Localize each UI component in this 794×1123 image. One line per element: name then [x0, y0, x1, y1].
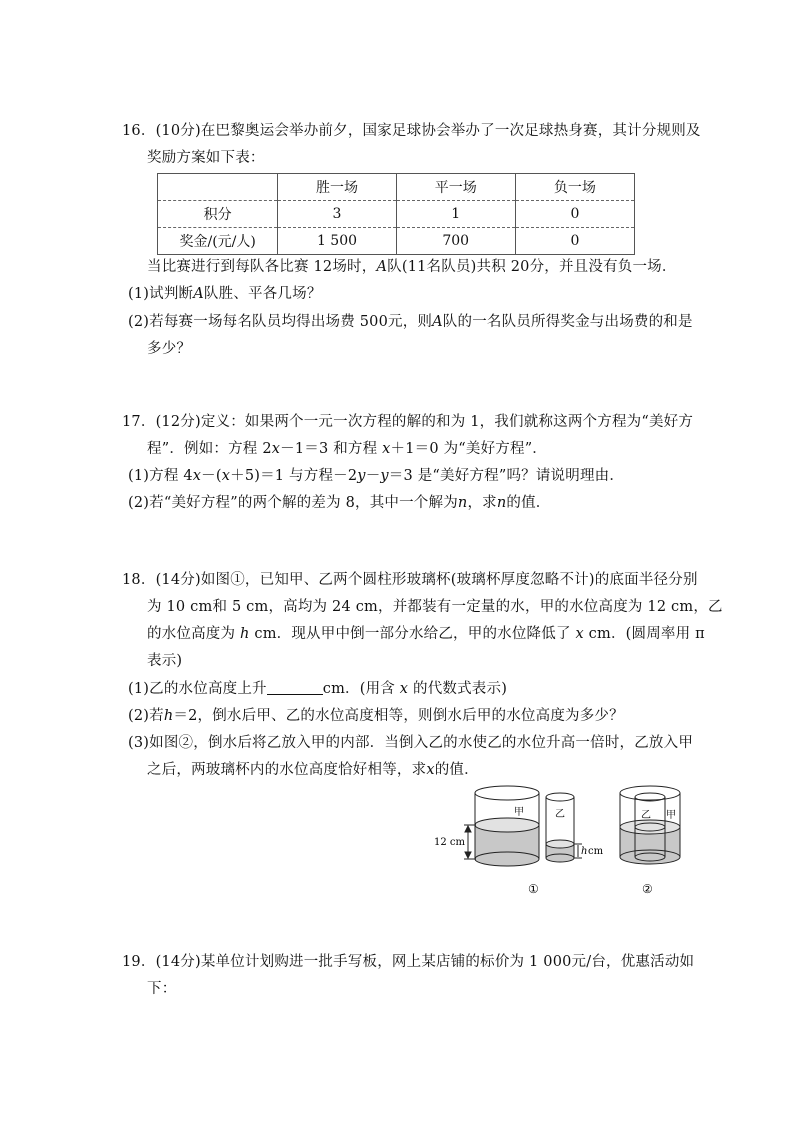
label-h: h — [581, 846, 588, 857]
text-span: n — [457, 495, 468, 511]
table-cell: 积分 — [158, 201, 278, 228]
answer-blank[interactable] — [267, 680, 323, 695]
table-header-row — [158, 174, 635, 201]
text-span: (12分)定义：如果两个一元一次方程的解的和为 1，我们就称这两个方程为“美好方 — [155, 414, 694, 430]
table-header-cell: 平一场 — [396, 174, 515, 201]
text-span: (1)方程 4 — [128, 468, 193, 484]
label-12cm: 12 cm — [434, 837, 465, 848]
text-span: 队胜、平各几场？ — [203, 286, 322, 302]
label-yi-2: 乙 — [641, 810, 651, 821]
q19-line1 — [122, 953, 694, 971]
text-span: A — [376, 259, 388, 275]
q18-part2 — [128, 707, 624, 725]
table-cell: 1 500 — [278, 228, 396, 255]
text-span: y — [357, 468, 366, 484]
cylinder-yi — [546, 793, 574, 862]
q17-number: 17． — [122, 414, 156, 430]
text-span: (2)若 — [128, 708, 164, 724]
text-span: x — [192, 468, 202, 484]
text-span: (1)乙的水位高度上升 — [128, 681, 267, 697]
text-span: x — [382, 441, 391, 457]
table-cell: 0 — [515, 228, 634, 255]
text-span: h — [240, 626, 250, 642]
q17-part2 — [128, 494, 551, 512]
text-span: A — [432, 314, 443, 330]
text-span: (14分)如图①，已知甲、乙两个圆柱形玻璃杯(玻璃杯厚度忽略不计)的底面半径分别 — [155, 572, 698, 588]
label-jia-2: 甲 — [666, 810, 676, 821]
cylinder-combined — [620, 786, 680, 864]
q16-number: 16． — [122, 123, 156, 139]
text-span: x — [575, 626, 584, 642]
q18-part3: (3)如图②，倒水后将乙放入甲的内部．当倒入乙的水使乙的水位升高一倍时，乙放入甲 — [128, 735, 694, 751]
text-span: 的值． — [506, 495, 551, 511]
table-header-cell — [158, 174, 278, 201]
q18-number: 18． — [122, 572, 156, 588]
q16-part2-cont: 多少？ — [147, 341, 192, 357]
q18-line2: 为 10 cm和 5 cm，高均为 24 cm，并都装有一定量的水，甲的水位高度为 12 cm，乙 — [147, 599, 723, 615]
table-cell: 1 — [396, 201, 515, 228]
text-span: (2)若“美好方程”的两个解的差为 8，其中一个解为 — [128, 495, 458, 511]
q16-part1 — [128, 285, 322, 303]
q16-stem-1: (10分)在巴黎奥运会举办前夕，国家足球协会举办了一次足球热身赛，其计分规则及 — [155, 123, 701, 139]
text-span: 的水位高度为 — [147, 626, 236, 642]
text-span: x — [399, 681, 409, 697]
q19-number: 19． — [122, 954, 156, 970]
label-jia: 甲 — [514, 807, 524, 818]
text-span: n — [496, 495, 507, 511]
dimension-12cm — [464, 825, 476, 859]
q17-part1 — [128, 467, 624, 485]
text-span: x — [221, 468, 231, 484]
text-span: cm．(用含 — [322, 681, 395, 697]
text-span: (14分)某单位计划购进一批手写板，网上某店铺的标价为 1 000元/台，优惠活动如 — [155, 954, 695, 970]
label-hcm: cm — [588, 846, 604, 857]
q17-line2 — [147, 440, 547, 458]
figure-label-1: ① — [528, 882, 539, 896]
text-span: x — [426, 762, 435, 778]
q18-line4: 表示) — [147, 653, 183, 669]
label-yi: 乙 — [555, 809, 565, 820]
q18-part3-cont — [147, 761, 479, 779]
text-span: －1＝3 和方程 — [280, 441, 378, 457]
text-span: (2)若每赛一场每名队员均得出场费 500元，则 — [128, 314, 433, 330]
text-span: ＝2，倒水后甲、乙的水位高度相等，则倒水后甲的水位高度为多少？ — [173, 708, 624, 724]
q18-line1 — [122, 571, 698, 589]
cylinder-jia — [475, 786, 539, 866]
figure-label-2: ② — [642, 882, 653, 896]
text-span: 的代数式表示) — [413, 681, 508, 697]
table-cell: 0 — [515, 201, 634, 228]
q17-line1 — [122, 413, 693, 431]
text-span: A — [193, 286, 204, 302]
table-cell: 700 — [396, 228, 515, 255]
q16-line2: 奖励方案如下表： — [147, 150, 265, 166]
text-span: (1)试判断 — [128, 286, 194, 302]
table-row — [158, 228, 635, 255]
text-span: 队(11名队员)共积 20分，并且没有负一场． — [387, 259, 677, 275]
text-span: ＋5)＝1 与方程－2 — [230, 468, 358, 484]
table-cell: 3 — [278, 201, 396, 228]
cylinder-figure — [430, 783, 700, 899]
text-span: h — [163, 708, 174, 724]
text-span: 的值． — [434, 762, 479, 778]
text-span: － — [365, 468, 381, 484]
table-row — [158, 201, 635, 228]
q16-line3 — [147, 258, 677, 276]
table-cell: 奖金/(元/人) — [158, 228, 278, 255]
q18-line3 — [147, 625, 705, 643]
text-span: －( — [201, 468, 222, 484]
text-span: ＝3 是“美好方程”吗？请说明理由． — [388, 468, 625, 484]
table-header-cell: 胜一场 — [278, 174, 396, 201]
q16-part2 — [128, 313, 693, 331]
text-span: y — [380, 468, 389, 484]
text-span: 队的一名队员所得奖金与出场费的和是 — [442, 314, 693, 330]
text-span: 当比赛进行到每队各比赛 12场时， — [147, 259, 377, 275]
text-span: cm．现从甲中倒一部分水给乙，甲的水位降低了 — [254, 626, 571, 642]
q16-line1 — [122, 122, 701, 140]
text-span: ＋1＝0 为“美好方程”． — [390, 441, 548, 457]
text-span: ，求 — [467, 495, 497, 511]
text-span: 之后，两玻璃杯内的水位高度恰好相等，求 — [147, 762, 427, 778]
text-span: x — [271, 441, 281, 457]
q18-part1 — [128, 680, 507, 698]
scoring-table — [157, 173, 635, 255]
table-header-cell: 负一场 — [515, 174, 634, 201]
text-span: 程”．例如：方程 2 — [147, 441, 272, 457]
q19-line2: 下： — [147, 981, 177, 997]
text-span: cm．(圆周率用 π — [588, 626, 705, 642]
